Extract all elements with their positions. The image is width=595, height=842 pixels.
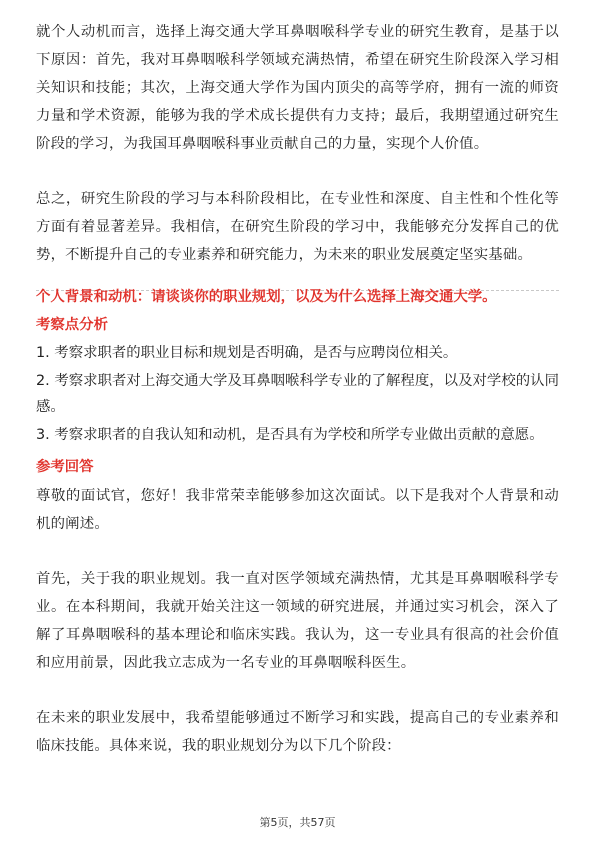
analysis-item: 1. 考察求职者的职业目标和规划是否明确，是否与应聘岗位相关。 bbox=[36, 345, 458, 361]
intro-paragraph-motivation: 就个人动机而言，选择上海交通大学耳鼻咽喉科学专业的研究生教育，是基于以下原因：首先，我对耳鼻咽喉科学领域充满热情，希望在研究生阶段深入学习相关知识和技能；其次，上海交通大学作为国内顶尖的高等学府，拥有一流的师资力量和学术资源，能够为我的学术成长提供有力支持；最后，我期望通过研究生阶段的学习，为我国耳鼻咽喉科事业贡献自己的力量，实现个人价值。 bbox=[36, 24, 559, 152]
answer-paragraph-career-plan: 首先，关于我的职业规划。我一直对医学领域充满热情，尤其是耳鼻咽喉科学专业。在本科期间，我就开始关注这一领域的研究进展，并通过实习机会，深入了解了耳鼻咽喉科的基本理论和临床实践。我认为，这一专业具有很高的社会价值和应用前景，因此我立志成为一名专业的耳鼻咽喉科医生。 bbox=[36, 571, 559, 671]
intro-paragraph-summary: 总之，研究生阶段的学习与本科阶段相比，在专业性和深度、自主性和个性化等方面有着显著差异。我相信，在研究生阶段的学习中，我能够充分发挥自己的优势，不断提升自己的专业素养和研究能力，为未来的职业发展奠定坚实基础。 bbox=[36, 191, 559, 263]
answer-paragraph-future: 在未来的职业发展中，我希望能够通过不断学习和实践，提高自己的专业素养和临床技能。具体来说，我的职业规划分为以下几个阶段： bbox=[36, 710, 559, 754]
analysis-list bbox=[36, 340, 559, 448]
answer-paragraph-greeting: 尊敬的面试官，您好！我非常荣幸能够参加这次面试。以下是我对个人背景和动机的阐述。 bbox=[36, 488, 559, 532]
analysis-item: 3. 考察求职者的自我认知和动机，是否具有为学校和所学专业做出贡献的意愿。 bbox=[36, 427, 544, 443]
question-title: 个人背景和动机：请谈谈你的职业规划，以及为什么选择上海交通大学。 bbox=[36, 289, 497, 305]
page-number-footer: 第5页，共57页 bbox=[259, 816, 336, 829]
answer-block bbox=[36, 482, 559, 760]
analysis-item: 2. 考察求职者对上海交通大学及耳鼻咽喉科学专业的了解程度，以及对学校的认同感。 bbox=[36, 373, 559, 415]
answer-heading: 参考回答 bbox=[36, 459, 94, 475]
document-page bbox=[36, 18, 559, 787]
analysis-heading: 考察点分析 bbox=[36, 317, 108, 333]
